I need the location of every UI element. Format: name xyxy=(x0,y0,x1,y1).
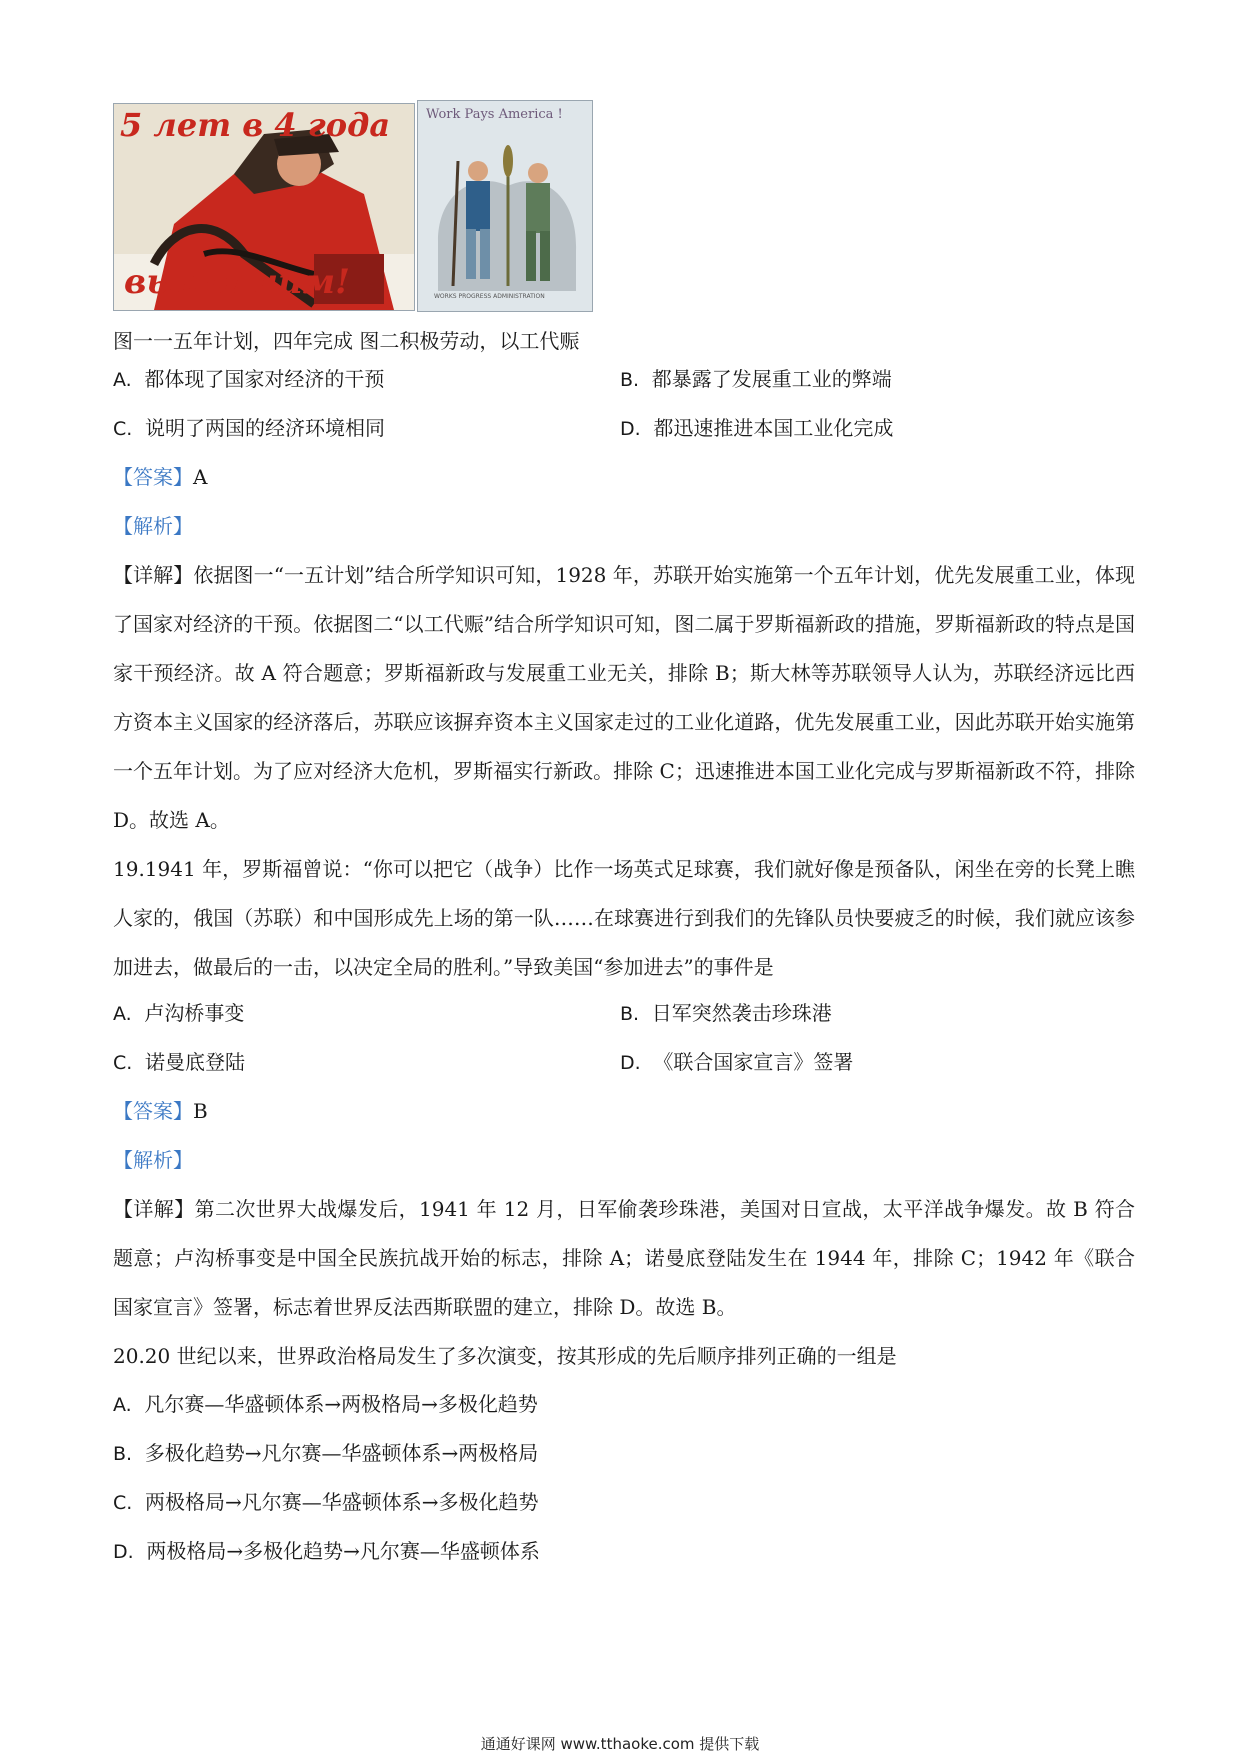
q19-option-a-letter: A. xyxy=(113,1003,132,1025)
q19-option-c xyxy=(113,1050,245,1075)
q20-option-d-letter: D. xyxy=(113,1541,134,1563)
q19-answer-value: B xyxy=(193,1099,208,1123)
q20-option-a xyxy=(113,1392,538,1417)
q18-detail-text: 依据图一“一五计划”结合所学知识可知，1928 年，苏联开始实施第一个五年计划，优先发展重工业，体现了国家对经济的干预。依据图二“以工代赈”结合所学知识可知，图二属于罗斯福新政的措施，罗斯福新政的特点是国家干预经济。故 A 符合题意；罗斯福新政与发展重工业无关，排除 B；斯大林等苏联领导人认为，苏联经济远比西方资本主义国家的经济落后，苏联应该摒弃资本主义国家走过的工业化道路，优先发展重工业，因此苏联开始实施第一个五年计划。为了应对经济大危机，罗斯福实行新政。排除 C；迅速推进本国工业化完成与罗斯福新政不符，排除 D。故选 A。 xyxy=(113,563,1135,832)
q18-detail-tag: 【详解】 xyxy=(113,563,194,587)
q19-detail-text: 第二次世界大战爆发后，1941 年 12 月，日军偷袭珍珠港，美国对日宣战，太平洋战争爆发。故 B 符合题意；卢沟桥事变是中国全民族抗战开始的标志，排除 A；诺曼底登陆发生在 1944 年，排除 C；1942 年《联合国家宣言》签署，标志着世界反法西斯联盟的建立，排除 D。故选 B。 xyxy=(113,1197,1136,1319)
q20-option-a-letter: A. xyxy=(113,1394,132,1416)
q19-stem: 19.1941 年，罗斯福曾说：“你可以把它（战争）比作一场英式足球赛，我们就好像是预备队，闲坐在旁的长凳上瞧人家的，俄国（苏联）和中国形成先上场的第一队……在球赛进行到我们的先锋队员快要疲乏的时候，我们就应该参加进去，做最后的一击，以决定全局的胜利。”导致美国“参加进去”的事件是 xyxy=(113,857,1135,979)
q20-stem: 20.20 世纪以来，世界政治格局发生了多次演变，按其形成的先后顺序排列正确的一组是 xyxy=(113,1344,897,1368)
q20-option-d-text: 两极格局→多极化趋势→凡尔赛—华盛顿体系 xyxy=(146,1539,540,1563)
work-pays-america-poster-art xyxy=(418,101,592,311)
q18-option-c-text: 说明了两国的经济环境相同 xyxy=(145,416,386,440)
work-pays-america-poster xyxy=(417,100,593,312)
five-year-plan-poster xyxy=(113,103,415,311)
q20-option-b-text: 多极化趋势→凡尔赛—华盛顿体系→两极格局 xyxy=(144,1441,539,1465)
page-footer: 通通好课网 www.tthaoke.com 提供下载 xyxy=(480,1735,760,1753)
q18-option-a xyxy=(113,367,384,392)
poster2-slogan-bottom: WORKS PROGRESS ADMINISTRATION xyxy=(434,293,545,300)
q18-option-b xyxy=(620,367,892,392)
q20-option-b-letter: B. xyxy=(113,1443,133,1465)
q19-answer-tag: 【答案】 xyxy=(113,1099,193,1123)
q19-answer xyxy=(113,1099,208,1123)
q19-detail xyxy=(113,1185,1135,1332)
q19-option-d-letter: D. xyxy=(620,1052,641,1074)
q19-option-b-letter: B. xyxy=(620,1003,640,1025)
q18-option-d-letter: D. xyxy=(620,418,641,440)
q19-option-d-text: 《联合国家宣言》签署 xyxy=(653,1050,854,1074)
q20-option-c-text: 两极格局→凡尔赛—华盛顿体系→多极化趋势 xyxy=(145,1490,539,1514)
q18-option-c-letter: C. xyxy=(113,418,133,440)
q19-detail-tag: 【详解】 xyxy=(113,1197,195,1221)
q19-option-b-text: 日军突然袭击珍珠港 xyxy=(651,1001,832,1025)
poster1-slogan-top: 5 лет в 4 года xyxy=(120,106,391,144)
q18-analysis-tag: 【解析】 xyxy=(113,514,193,538)
q18-detail xyxy=(113,551,1135,845)
q19-option-c-letter: C. xyxy=(113,1052,133,1074)
q18-option-a-letter: A. xyxy=(113,369,132,391)
q18-option-d-text: 都迅速推进本国工业化完成 xyxy=(653,416,894,440)
q19-option-c-text: 诺曼底登陆 xyxy=(145,1050,246,1074)
q20-option-c xyxy=(113,1490,539,1515)
q20-option-c-letter: C. xyxy=(113,1492,133,1514)
q19-option-a xyxy=(113,1001,244,1026)
q19-option-d xyxy=(620,1050,853,1075)
q18-answer xyxy=(113,465,207,489)
poster1-slogan-bottom: выполним! xyxy=(124,262,350,302)
q18-option-d xyxy=(620,416,893,441)
q19-analysis-tag: 【解析】 xyxy=(113,1148,193,1172)
q18-option-b-letter: B. xyxy=(620,369,640,391)
q18-answer-value: A xyxy=(193,465,208,489)
q19-option-b xyxy=(620,1001,832,1026)
q18-option-c xyxy=(113,416,385,441)
q18-option-a-text: 都体现了国家对经济的干预 xyxy=(144,367,385,391)
q20-option-d xyxy=(113,1539,540,1564)
figure-caption: 图一一五年计划，四年完成 图二积极劳动，以工代赈 xyxy=(113,329,580,353)
q20-option-a-text: 凡尔赛—华盛顿体系→两极格局→多极化趋势 xyxy=(144,1392,538,1416)
q18-answer-tag: 【答案】 xyxy=(113,465,193,489)
poster2-slogan-top: Work Pays America ! xyxy=(426,107,563,122)
q19-option-a-text: 卢沟桥事变 xyxy=(144,1001,245,1025)
q20-option-b xyxy=(113,1441,538,1466)
q18-option-b-text: 都暴露了发展重工业的弊端 xyxy=(651,367,892,391)
